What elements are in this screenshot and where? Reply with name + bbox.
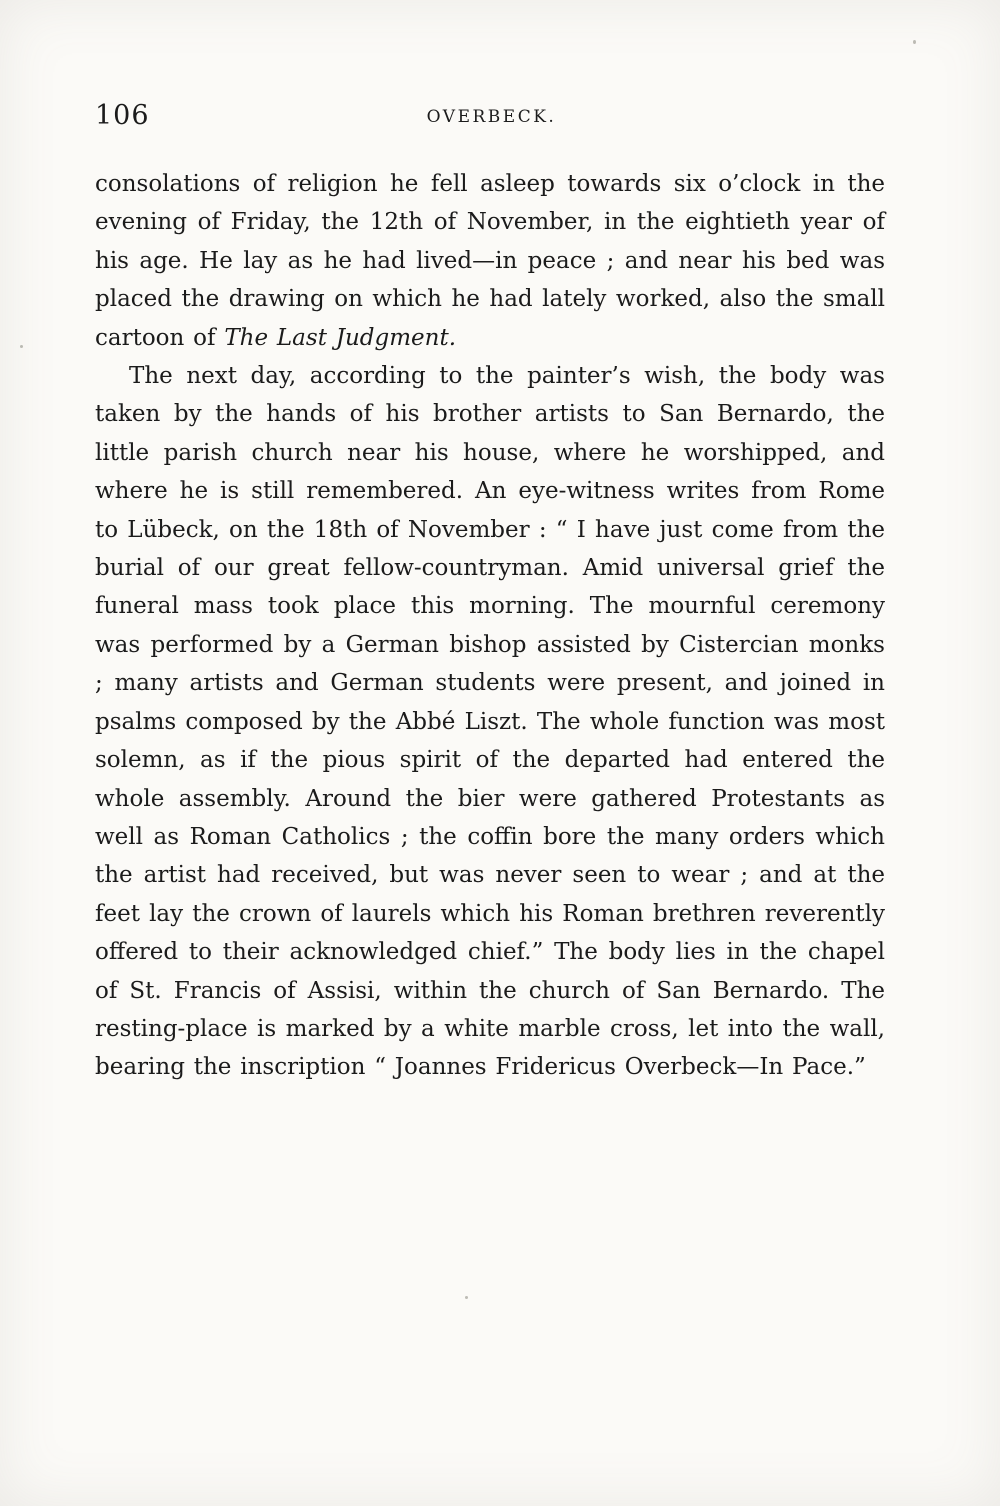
- scan-speck: [20, 345, 23, 348]
- page-header: [95, 100, 888, 136]
- page-number: 106: [95, 100, 150, 131]
- scan-speck: [465, 1296, 468, 1299]
- paragraph-2: The next day, according to the painter’s wish, the body was taken by the hands of his brother artists to San Bernardo, the little parish church near his house, where he worshipped, and where he is still remembered. An eye-witness writes from Rome to Lübeck, on the 18th of November : “ I have just come from the burial of our great fellow-countryman. Amid universal grief the funeral mass took place this morning. The mournful ceremony was performed by a German bishop assisted by Cistercian monks ; many artists and German students were present, and joined in psalms composed by the Abbé Liszt. The whole function was most solemn, as if the pious spirit of the departed had entered the whole assembly. Around the bier were gathered Protestants as well as Roman Catholics ; the coffin bore the many orders which the artist had received, but was never seen to wear ; and at the feet lay the crown of laurels which his Roman brethren reverently offered to their acknowledged chief.” The body lies in the chapel of St. Francis of Assisi, within the church of San Bernardo. The resting-place is marked by a white marble cross, let into the wall, bearing the inscription “ Joannes Fridericus Overbeck—In Pace.”: [95, 363, 885, 1081]
- scan-speck: [913, 40, 916, 44]
- page-body: [95, 165, 885, 1087]
- paragraph-1-text: consolations of religion he fell asleep towards six o’clock in the evening of Friday, the 12th of November, in the eightieth year of his age. He lay as he had lived—in peace ; and near his bed was placed the drawing on which he had lately worked, also the small cartoon of: [95, 171, 885, 351]
- running-header: OVERBECK.: [426, 107, 557, 127]
- paragraph-1: [95, 165, 885, 357]
- paragraph-1-italic-title: The Last Judgment.: [224, 324, 457, 351]
